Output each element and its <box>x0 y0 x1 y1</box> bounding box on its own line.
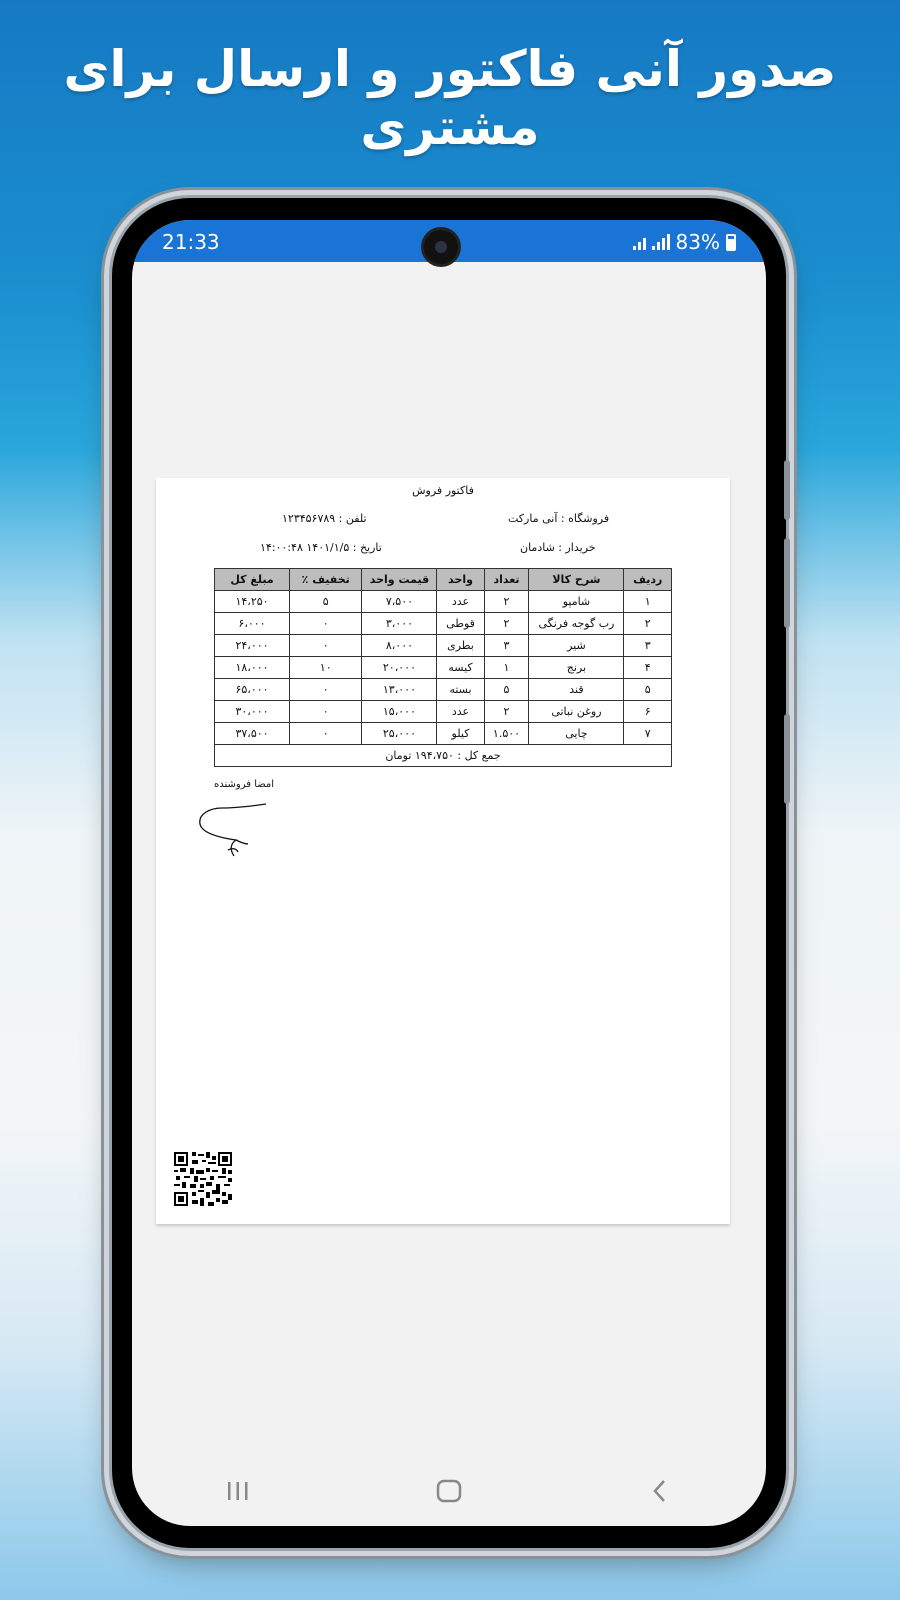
cell: شیر <box>529 635 624 657</box>
table-header-row <box>215 569 672 591</box>
battery-percent: 83% <box>675 230 720 254</box>
phone-frame <box>112 198 786 1548</box>
cell: ۱۴،۲۵۰ <box>215 591 290 613</box>
table-row <box>215 701 672 723</box>
volume-button-lower <box>784 538 790 628</box>
buyer-name: خریدار : شادمان <box>520 541 596 554</box>
col-quantity: تعداد <box>484 569 529 591</box>
cell: ۲۴،۰۰۰ <box>215 635 290 657</box>
signal-icon <box>633 234 646 250</box>
cell: ۵ <box>624 679 672 701</box>
cell: ۶۵،۰۰۰ <box>215 679 290 701</box>
cell: ۲۵،۰۰۰ <box>362 723 437 745</box>
recents-icon <box>226 1480 250 1502</box>
cell: شامپو <box>529 591 624 613</box>
store-phone: تلفن : ۱۲۳۴۵۶۷۸۹ <box>282 512 367 525</box>
items-table <box>214 568 672 767</box>
col-row-number: ردیف <box>624 569 672 591</box>
cell: ۱۰ <box>290 657 362 679</box>
table-row <box>215 723 672 745</box>
cell: ۳۷،۵۰۰ <box>215 723 290 745</box>
cell: ۱ <box>484 657 529 679</box>
cell: چایی <box>529 723 624 745</box>
status-time: 21:33 <box>162 230 220 254</box>
back-button[interactable] <box>640 1471 680 1511</box>
cell: رب گوجه فرنگی <box>529 613 624 635</box>
cell: برنج <box>529 657 624 679</box>
table-row <box>215 679 672 701</box>
table-row <box>215 613 672 635</box>
cell: ۰ <box>290 613 362 635</box>
cell: کیسه <box>437 657 484 679</box>
seller-signature <box>192 800 282 860</box>
cell: بسته <box>437 679 484 701</box>
power-button <box>784 714 790 804</box>
cell: ۱ <box>624 591 672 613</box>
cell: ۷ <box>624 723 672 745</box>
cell: ۵ <box>484 679 529 701</box>
invoice-title: فاکتور فروش <box>412 484 474 497</box>
home-button[interactable] <box>429 1471 469 1511</box>
cell: ۳۰،۰۰۰ <box>215 701 290 723</box>
invoice-total: جمع کل : ۱۹۴،۷۵۰ تومان <box>215 745 672 767</box>
col-discount: تخفیف ٪ <box>290 569 362 591</box>
front-camera <box>424 230 458 264</box>
volume-button <box>784 460 790 520</box>
cell: ۰ <box>290 701 362 723</box>
back-icon <box>651 1479 669 1503</box>
cell: ۳،۰۰۰ <box>362 613 437 635</box>
qr-code <box>174 1152 232 1206</box>
cell: بطری <box>437 635 484 657</box>
phone-screen <box>132 220 766 1526</box>
seller-signature-label: امضا فروشنده <box>214 779 275 790</box>
cell: ۸،۰۰۰ <box>362 635 437 657</box>
cell: ۲۰،۰۰۰ <box>362 657 437 679</box>
cell: ۲ <box>484 613 529 635</box>
cell: ۰ <box>290 679 362 701</box>
col-unit: واحد <box>437 569 484 591</box>
cell: ۷،۵۰۰ <box>362 591 437 613</box>
signal-icon-2 <box>652 234 670 250</box>
invoice-date: تاریخ : ۱۴۰۱/۱/۵ ۱۴:۰۰:۴۸ <box>260 541 382 554</box>
cell: کیلو <box>437 723 484 745</box>
cell: ۰ <box>290 723 362 745</box>
cell: ۳ <box>624 635 672 657</box>
cell: قند <box>529 679 624 701</box>
total-row <box>215 745 672 767</box>
table-row <box>215 657 672 679</box>
col-description: شرح کالا <box>529 569 624 591</box>
cell: ۱.۵۰۰ <box>484 723 529 745</box>
cell: عدد <box>437 591 484 613</box>
cell: ۱۳،۰۰۰ <box>362 679 437 701</box>
cell: ۰ <box>290 635 362 657</box>
cell: روغن نباتی <box>529 701 624 723</box>
battery-icon <box>726 234 736 251</box>
cell: ۶،۰۰۰ <box>215 613 290 635</box>
invoice-document <box>156 478 730 1224</box>
cell: ۳ <box>484 635 529 657</box>
cell: ۱۸،۰۰۰ <box>215 657 290 679</box>
col-total: مبلغ کل <box>215 569 290 591</box>
cell: ۱۵،۰۰۰ <box>362 701 437 723</box>
cell: ۲ <box>484 701 529 723</box>
col-unit-price: قیمت واحد <box>362 569 437 591</box>
cell: ۶ <box>624 701 672 723</box>
cell: قوطی <box>437 613 484 635</box>
store-name: فروشگاه : آنی مارکت <box>508 512 610 525</box>
recents-button[interactable] <box>218 1471 258 1511</box>
promo-headline: صدور آنی فاکتور و ارسال برای مشتری <box>63 40 837 156</box>
table-row <box>215 591 672 613</box>
home-icon <box>435 1479 463 1503</box>
cell: ۴ <box>624 657 672 679</box>
android-nav-bar <box>132 1456 766 1526</box>
cell: ۵ <box>290 591 362 613</box>
cell: ۲ <box>484 591 529 613</box>
table-row <box>215 635 672 657</box>
cell: عدد <box>437 701 484 723</box>
cell: ۲ <box>624 613 672 635</box>
